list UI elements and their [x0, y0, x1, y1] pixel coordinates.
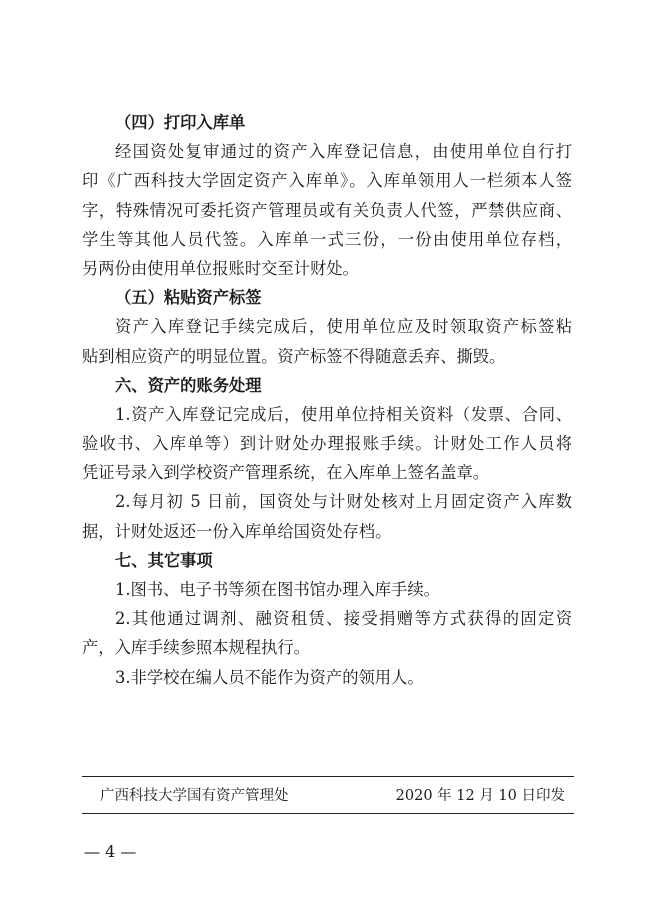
footer-top-rule	[82, 776, 574, 777]
paragraph-line: 贴到相应资产的明显位置。资产标签不得随意丢弃、撕毁。	[82, 346, 506, 366]
list-item-line: 2.每月初 5 日前，国资处与计财处核对上月固定资产入库数	[115, 492, 572, 512]
paragraph-line: 经国资处复审通过的资产入库登记信息，由使用单位自行打	[115, 142, 572, 162]
paragraph-line: 学生等其他人员代签。入库单一式三份，一份由使用单位存档，	[82, 229, 572, 249]
document-body	[82, 108, 572, 692]
list-item-line: 1.图书、电子书等须在图书馆办理入库手续。	[115, 580, 440, 599]
paragraph-line: 资产入库登记手续完成后，使用单位应及时领取资产标签粘	[115, 317, 572, 337]
list-item-line: 3.非学校在编人员不能作为资产的领用人。	[115, 667, 424, 687]
list-item-line: 据，计财处返还一份入库单给国资处存档。	[82, 521, 392, 541]
section-heading-accounting: 六、资产的账务处理	[115, 375, 262, 395]
list-item-line: 1.资产入库登记完成后，使用单位持相关资料（发票、合同、	[115, 404, 572, 424]
paragraph-line: 字，特殊情况可委托资产管理员或有关负责人代签，严禁供应商、	[82, 200, 572, 220]
footer-bottom-rule	[82, 813, 574, 814]
page-number: — 4 —	[84, 842, 137, 861]
list-item-line: 凭证号录入到学校资产管理系统，在入库单上签名盖章。	[82, 463, 490, 483]
list-item-line: 2.其他通过调剂、融资租赁、接受捐赠等方式获得的固定资	[115, 609, 572, 629]
list-item-line: 验收书、入库单等）到计财处办理报账手续。计财处工作人员将	[82, 434, 572, 454]
footer-print-date: 2020 年 12 月 10 日印发	[395, 788, 565, 804]
section-heading-print-receipt: （四）打印入库单	[115, 113, 246, 132]
footer-issuer: 广西科技大学国有资产管理处	[100, 788, 289, 804]
section-heading-asset-label: （五）粘贴资产标签	[115, 288, 262, 308]
section-heading-other-matters: 七、其它事项	[115, 550, 213, 570]
list-item-line: 产，入库手续参照本规程执行。	[82, 638, 310, 658]
paragraph-line: 印《广西科技大学固定资产入库单》。入库单领用人一栏须本人签	[82, 171, 572, 191]
paragraph-line: 另两份由使用单位报账时交至计财处。	[82, 258, 359, 278]
